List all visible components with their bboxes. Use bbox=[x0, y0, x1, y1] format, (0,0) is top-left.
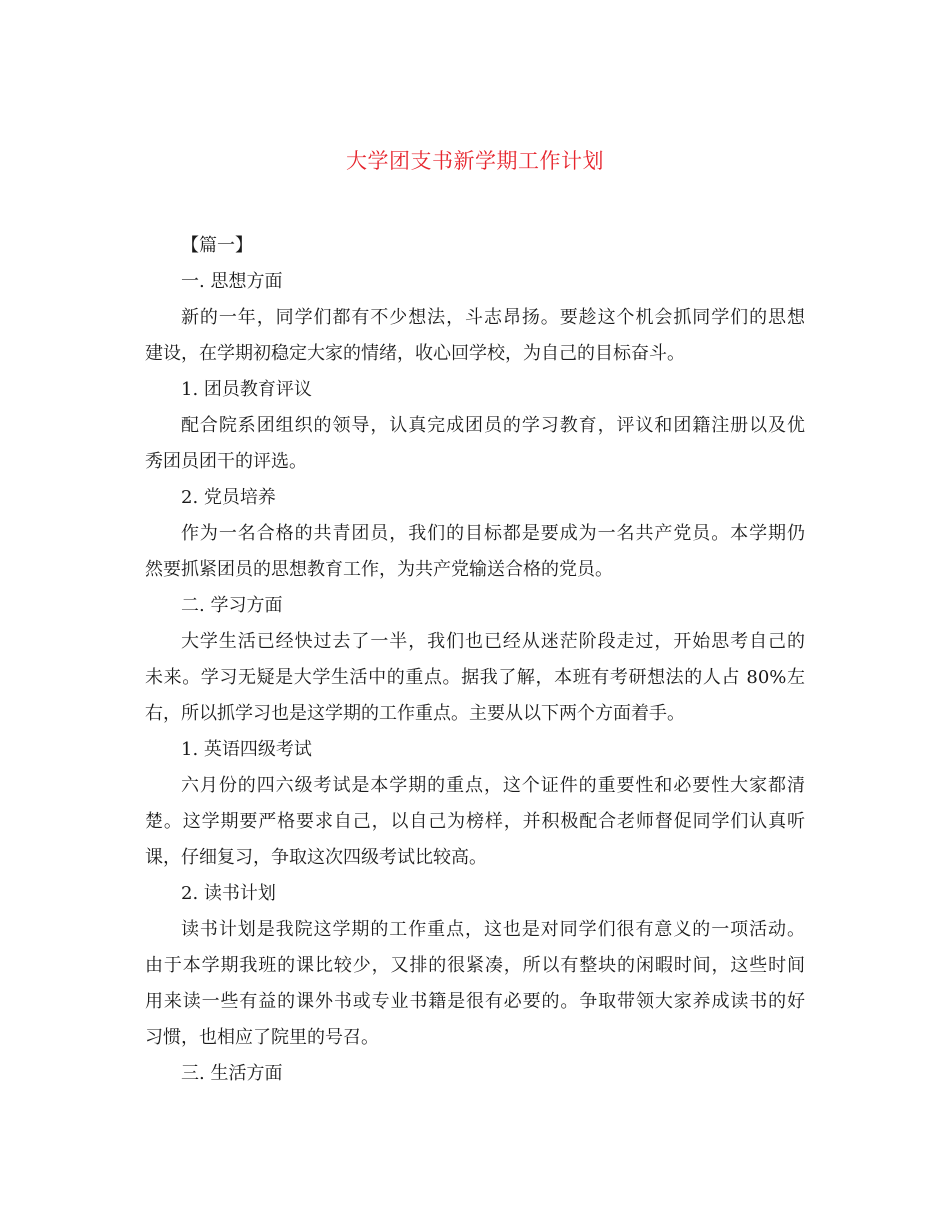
text-line: 2. 读书计划 bbox=[181, 883, 276, 904]
text-line: 1. 英语四级考试 bbox=[181, 739, 312, 760]
document-body bbox=[145, 228, 805, 1092]
text-line: 未来。学习无疑是大学生活中的重点。据我了解，本班有考研想法的人占 80%左 bbox=[145, 667, 805, 688]
text-line: 右，所以抓学习也是这学期的工作重点。主要从以下两个方面着手。 bbox=[145, 703, 685, 724]
text-line: 大学生活已经快过去了一半，我们也已经从迷茫阶段走过，开始思考自己的 bbox=[181, 631, 805, 652]
text-line: 2. 党员培养 bbox=[181, 487, 276, 508]
text-line: 二. 学习方面 bbox=[181, 595, 283, 616]
text-line: 然要抓紧团员的思想教育工作，为共产党输送合格的党员。 bbox=[145, 559, 613, 580]
text-line: 一. 思想方面 bbox=[181, 271, 283, 292]
text-line: 【篇一】 bbox=[181, 235, 253, 256]
text-line: 楚。这学期要严格要求自己，以自己为榜样，并积极配合老师督促同学们认真听 bbox=[145, 811, 805, 832]
text-line: 由于本学期我班的课比较少，又排的很紧凑，所以有整块的闲暇时间，这些时间 bbox=[145, 955, 805, 976]
document-title: 大学团支书新学期工作计划 bbox=[346, 149, 604, 173]
text-line: 习惯，也相应了院里的号召。 bbox=[145, 1027, 379, 1048]
text-line: 读书计划是我院这学期的工作重点，这也是对同学们很有意义的一项活动。 bbox=[181, 919, 805, 940]
text-line: 建设，在学期初稳定大家的情绪，收心回学校，为自己的目标奋斗。 bbox=[145, 343, 685, 364]
text-line: 配合院系团组织的领导，认真完成团员的学习教育，评议和团籍注册以及优 bbox=[181, 415, 805, 436]
text-line: 作为一名合格的共青团员，我们的目标都是要成为一名共产党员。本学期仍 bbox=[181, 523, 805, 544]
text-line: 三. 生活方面 bbox=[181, 1063, 283, 1084]
text-line: 1. 团员教育评议 bbox=[181, 379, 312, 400]
text-line: 秀团员团干的评选。 bbox=[145, 451, 307, 472]
text-line: 六月份的四六级考试是本学期的重点，这个证件的重要性和必要性大家都清 bbox=[181, 775, 805, 796]
text-line: 课，仔细复习，争取这次四级考试比较高。 bbox=[145, 847, 487, 868]
text-line: 新的一年，同学们都有不少想法，斗志昂扬。要趁这个机会抓同学们的思想 bbox=[181, 307, 805, 328]
text-line: 用来读一些有益的课外书或专业书籍是很有必要的。争取带领大家养成读书的好 bbox=[145, 991, 805, 1012]
